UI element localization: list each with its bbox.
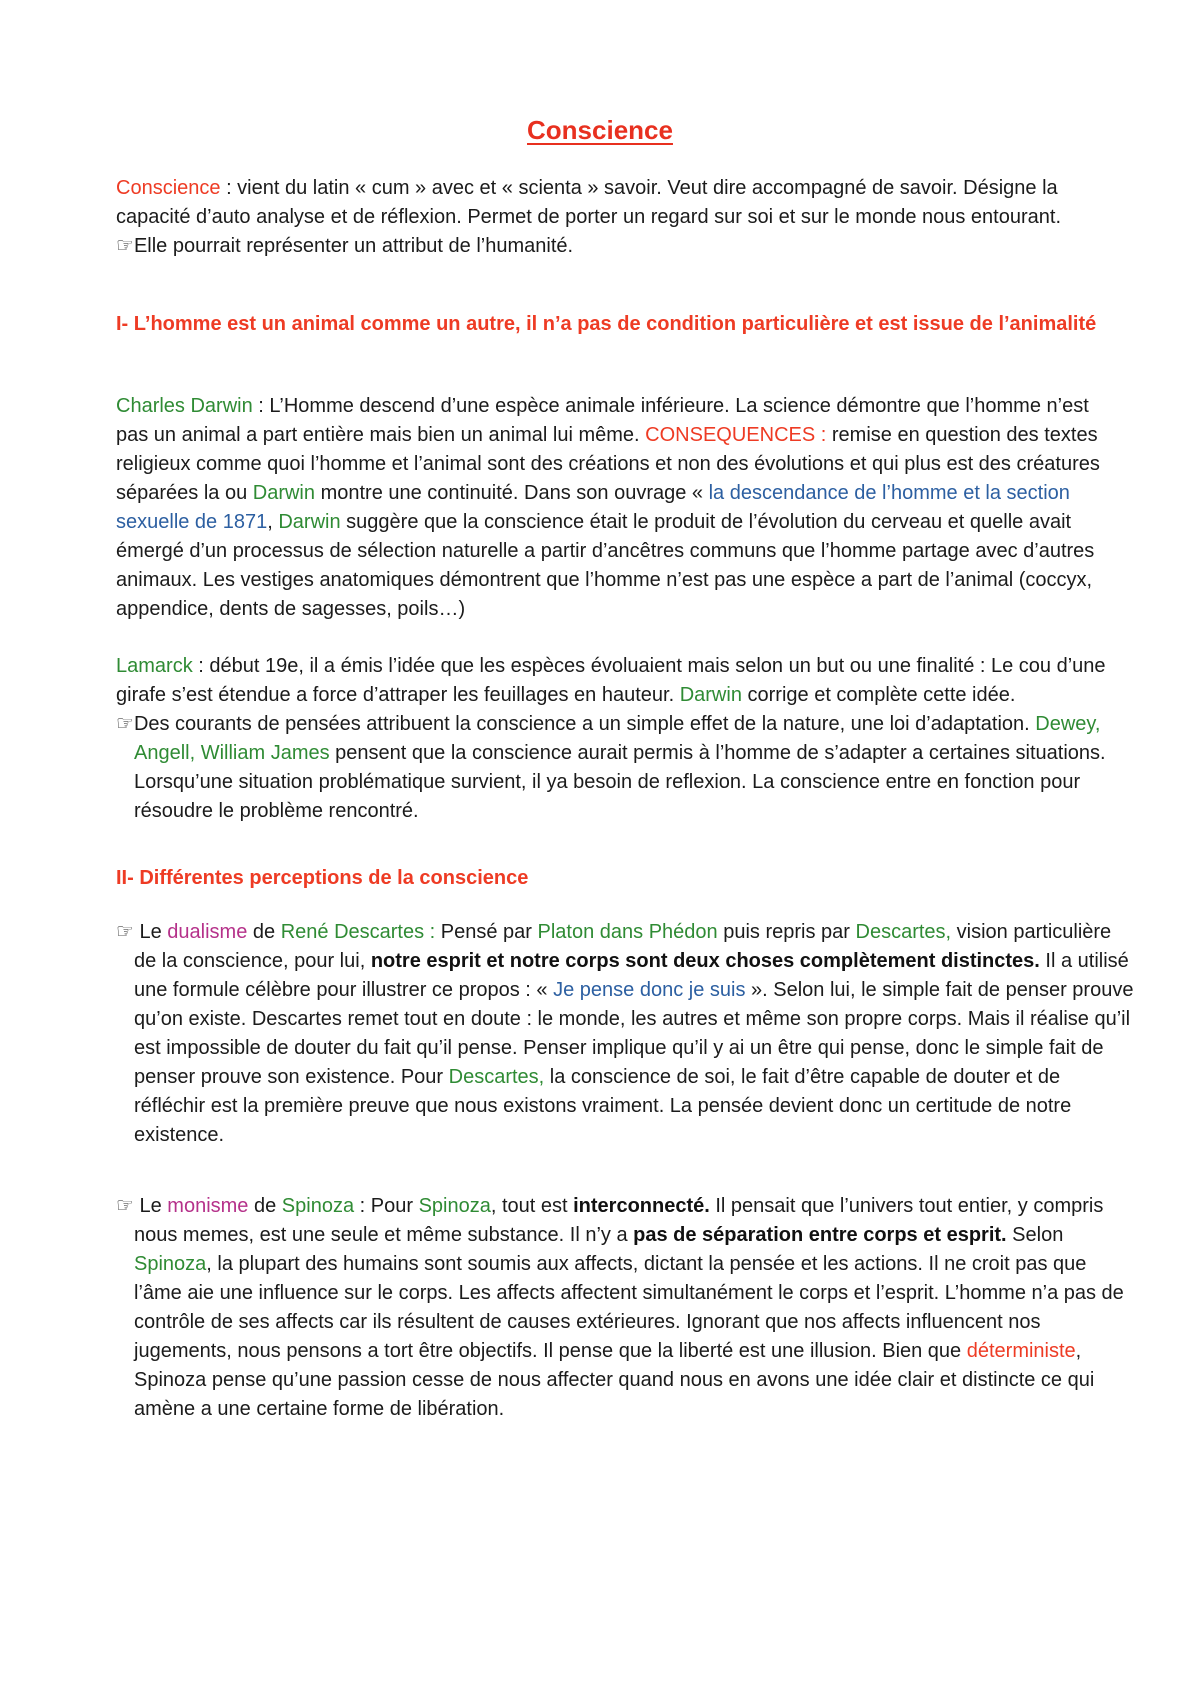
book-title: la descendance de l’homme et la section sexuelle de 1871 bbox=[116, 482, 1070, 533]
currents-paragraph bbox=[116, 710, 1116, 826]
pointing-hand-icon: ☞ bbox=[116, 921, 134, 943]
names-dewey-angell-james: Dewey, Angell, William James bbox=[134, 713, 1101, 764]
text: de bbox=[248, 1195, 282, 1217]
intro-paragraph bbox=[116, 174, 1116, 261]
text: : L’Homme descend d’une espèce animale inférieure. La science démontre que l’homme n’est pas un animal a part entière mais bien un animal lui même. bbox=[116, 395, 1089, 446]
text: , bbox=[267, 511, 279, 533]
text: Pensé par bbox=[435, 921, 538, 943]
emphasis-interconnecte: interconnecté. bbox=[573, 1195, 710, 1217]
name-spinoza: Spinoza bbox=[418, 1195, 491, 1217]
consequences-label: CONSEQUENCES : bbox=[645, 424, 827, 446]
text: , tout est bbox=[490, 1195, 574, 1217]
page-title: Conscience bbox=[527, 115, 673, 145]
text: , la plupart des humains sont soumis aux affects, dictant la pensée et les actions. Il ne croit pas que l’âme aie une influence sur le corps. Les affects affectent simultanément le corps et l’esprit. L’homme n’a pas de contrôle de ses affects car ils résultent de causes extérieures. Ignorant que nos affects influencent nos jugements, nous pensons a tort être objectifs. Il pense que la liberté est une illusion. Bien que bbox=[134, 1253, 1124, 1362]
text: remise en question des textes religieux comme quoi l’homme et l’animal sont des créations et non des évolutions et qui plus est des créatures séparées la ou bbox=[116, 424, 1100, 504]
name-platon-phedon: Platon dans Phédon bbox=[537, 921, 718, 943]
intro-note bbox=[116, 232, 1116, 261]
emphasis-distinct: notre esprit et notre corps sont deux choses complètement distinctes. bbox=[370, 950, 1040, 972]
text: Il pensait que l’univers tout entier, y compris nous memes, est une seule et même substance. Il n’y a bbox=[134, 1195, 1104, 1246]
text: puis repris par bbox=[717, 921, 856, 943]
quote-cogito: Je pense donc je suis bbox=[553, 979, 746, 1001]
text: Selon bbox=[1006, 1224, 1064, 1246]
pointing-hand-icon: ☞ bbox=[116, 235, 134, 257]
section-1-heading: I- L’homme est un animal comme un autre, il n’a pas de condition particulière et est issue de l’animalité bbox=[116, 313, 1097, 335]
name-darwin: Darwin bbox=[679, 684, 742, 706]
text: : début 19e, il a émis l’idée que les espèces évoluaient mais selon un but ou une finalité : Le cou d’une girafe s’est étendue a force d’attraper les feuillages en hauteur. bbox=[116, 655, 1106, 706]
text: pensent que la conscience aurait permis à l’homme de s’adapter a certaines situations. Lorsqu’une situation problématique survient, il ya besoin de reflexion. La conscience entre en fonction pour résoudre le problème rencontré. bbox=[134, 742, 1106, 822]
term-dualisme: dualisme bbox=[167, 921, 248, 943]
text: : Pour bbox=[354, 1195, 419, 1217]
text: la conscience de soi, le fait d’être capable de douter et de réfléchir est la première preuve que nous existons vraiment. La pensée devient donc un certitude de notre existence. bbox=[134, 1066, 1072, 1146]
emphasis-no-separation: pas de séparation entre corps et esprit. bbox=[633, 1224, 1007, 1246]
term-deterministe: déterministe bbox=[966, 1340, 1076, 1362]
text: suggère que la conscience était le produit de l’évolution du cerveau et quelle avait émergé d’un processus de sélection naturelle a partir d’ancêtres communs que l’homme partage avec d’autres animaux. Les vestiges anatomiques démontrent que l’homme n’est pas une espèce a part de l’animal (coccyx, appendice, dents de sagesses, poils…) bbox=[116, 511, 1095, 620]
name-descartes: Descartes, bbox=[855, 921, 952, 943]
intro-definition bbox=[116, 174, 1116, 232]
text: ». Selon lui, le simple fait de penser prouve qu’on existe. Descartes remet tout en doute : le monde, les autres et même son propre corps. Mais il réalise qu’il est impossible de douter du fait qu’il pense. Penser implique qu’il y ai un être qui pense, donc le simple fait de penser prouve son existence. Pour bbox=[134, 979, 1134, 1088]
name-darwin: Darwin bbox=[278, 511, 341, 533]
term-conscience: Conscience bbox=[116, 177, 221, 199]
lamarck-paragraph bbox=[116, 652, 1116, 826]
text: montre une continuité. Dans son ouvrage « bbox=[315, 482, 709, 504]
text: Le bbox=[133, 921, 168, 943]
name-lamarck: Lamarck bbox=[116, 655, 193, 677]
name-rene-descartes: René Descartes : bbox=[280, 921, 436, 943]
pointing-hand-icon: ☞ bbox=[116, 713, 134, 735]
section-2-heading: II- Différentes perceptions de la conscience bbox=[116, 867, 529, 889]
text: Des courants de pensées attribuent la conscience a un simple effet de la nature, une loi d’adaptation. bbox=[133, 713, 1036, 735]
name-spinoza: Spinoza bbox=[281, 1195, 355, 1217]
intro-text: : vient du latin « cum » avec et « scienta » savoir. Veut dire accompagné de savoir. Désigne la capacité d’auto analyse et de réflexion. Permet de porter un regard sur soi et sur le monde nous entourant. bbox=[116, 177, 1061, 228]
text: Le bbox=[133, 1195, 168, 1217]
spinoza-paragraph bbox=[116, 1192, 1134, 1424]
name-darwin: Darwin bbox=[252, 482, 316, 504]
text: de bbox=[247, 921, 281, 943]
descartes-paragraph bbox=[116, 918, 1134, 1150]
name-descartes: Descartes, bbox=[448, 1066, 545, 1088]
name-spinoza: Spinoza bbox=[134, 1253, 207, 1275]
name-charles-darwin: Charles Darwin bbox=[116, 395, 253, 417]
pointing-hand-icon: ☞ bbox=[116, 1195, 134, 1217]
text: corrige et complète cette idée. bbox=[741, 684, 1016, 706]
darwin-paragraph bbox=[116, 392, 1116, 624]
text: , Spinoza pense qu’une passion cesse de nous affecter quand nous en avons une idée clair et distincte ce qui amène a une certaine forme de libération. bbox=[134, 1340, 1095, 1420]
term-monisme: monisme bbox=[167, 1195, 249, 1217]
text: Il a utilisé une formule célèbre pour illustrer ce propos : « bbox=[134, 950, 1129, 1001]
text: vision particulière de la conscience, pour lui, bbox=[134, 921, 1112, 972]
intro-note-text: Elle pourrait représenter un attribut de l’humanité. bbox=[133, 235, 574, 257]
